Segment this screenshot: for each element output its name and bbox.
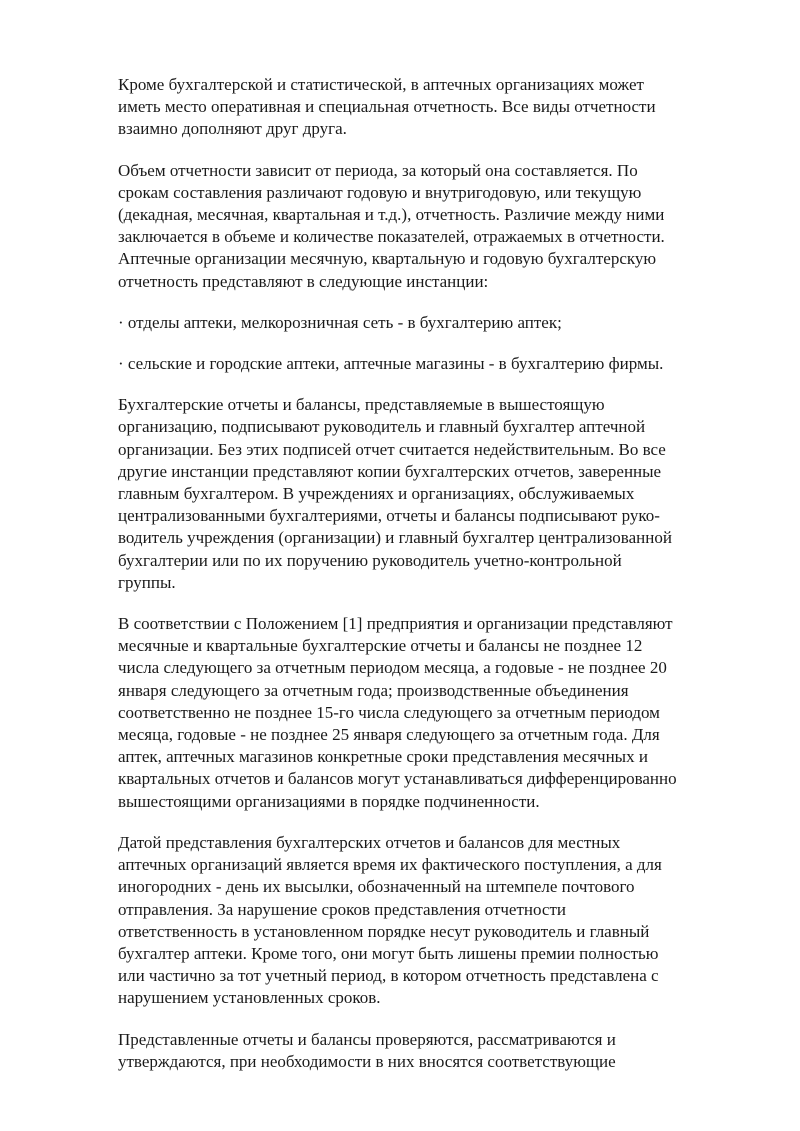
text-line: бухгалтерии или по их поручению руководитель учетно-контрольной xyxy=(118,550,622,570)
text-line: нарушением установленных сроков. xyxy=(118,988,381,1008)
text-line: числа следующего за отчетным периодом месяца, а годовые - не позднее 20 xyxy=(118,658,667,678)
text-line: бухгалтер аптеки. Кроме того, они могут быть лишены премии полностью xyxy=(118,943,659,963)
document-body xyxy=(118,74,758,1092)
text-line: главным бухгалтером. В учреждениях и организациях, обслуживаемых xyxy=(118,484,635,504)
text-line: иногородних - день их высылки, обозначенный на штемпеле почтового xyxy=(118,877,635,897)
text-line: месячные и квартальные бухгалтерские отчеты и балансы не позднее 12 xyxy=(118,636,643,656)
paragraph-6 xyxy=(118,1029,758,1073)
text-line: аптек, аптечных магазинов конкретные сроки представления месячных и xyxy=(118,747,648,767)
text-line: Бухгалтерские отчеты и балансы, представляемые в вышестоящую xyxy=(118,395,605,415)
paragraph-4 xyxy=(118,613,758,813)
text-line: вышестоящими организациями в порядке подчиненности. xyxy=(118,791,540,811)
text-line: ответственность в установленном порядке несут руководитель и главный xyxy=(118,921,650,941)
paragraph-2 xyxy=(118,160,758,293)
paragraph-1 xyxy=(118,74,758,141)
paragraph-5 xyxy=(118,832,758,1010)
text-line: аптечных организаций является время их фактического поступления, а для xyxy=(118,855,662,875)
text-line: · отделы аптеки, мелкорозничная сеть - в бухгалтерию аптек; xyxy=(118,312,562,332)
text-line: В соответствии с Положением [1] предприятия и организации представляют xyxy=(118,614,673,634)
text-line: организацию, подписывают руководитель и главный бухгалтер аптечной xyxy=(118,417,646,437)
bullet-item-1 xyxy=(118,312,758,334)
text-line: взаимно дополняют друг друга. xyxy=(118,119,347,139)
paragraph-3 xyxy=(118,394,758,594)
text-line: Аптечные организации месячную, квартальную и годовую бухгалтерскую xyxy=(118,249,657,269)
text-line: отправления. За нарушение сроков представления отчетности xyxy=(118,899,566,919)
text-line: отчетность представляют в следующие инстанции: xyxy=(118,271,489,291)
text-line: организации. Без этих подписей отчет считается недействительным. Во все xyxy=(118,439,666,459)
text-line: утверждаются, при необходимости в них вносятся соответствующие xyxy=(118,1051,616,1071)
text-line: другие инстанции представляют копии бухгалтерских отчетов, заверенные xyxy=(118,461,662,481)
text-line: (декадная, месячная, квартальная и т.д.), отчетность. Различие между ними xyxy=(118,205,665,225)
bullet-item-2 xyxy=(118,353,758,375)
text-line: или частично за тот учетный период, в котором отчетность представлена с xyxy=(118,966,659,986)
text-line: января следующего за отчетным года; производственные объединения xyxy=(118,680,629,700)
text-line: соответственно не позднее 15-го числа следующего за отчетным периодом xyxy=(118,702,660,722)
text-line: Кроме бухгалтерской и статистической, в аптечных организациях может xyxy=(118,75,644,94)
text-line: квартальных отчетов и балансов могут устанавливаться дифференцированно xyxy=(118,769,677,789)
text-line: Объем отчетности зависит от периода, за который она составляется. По xyxy=(118,160,638,180)
text-line: месяца, годовые - не позднее 25 января следующего за отчетным года. Для xyxy=(118,725,660,745)
text-line: срокам составления различают годовую и внутригодовую, или текущую xyxy=(118,182,642,202)
text-line: · сельские и городские аптеки, аптечные магазины - в бухгалтерию фирмы. xyxy=(118,354,664,374)
text-line: группы. xyxy=(118,572,176,592)
text-line: Представленные отчеты и балансы проверяются, рассматриваются и xyxy=(118,1029,616,1049)
text-line: заключается в объеме и количестве показателей, отражаемых в отчетности. xyxy=(118,227,665,247)
text-line: водитель учреждения (организации) и главный бухгалтер централизованной xyxy=(118,528,672,548)
text-line: централизованными бухгалтериями, отчеты и балансы подписывают руко- xyxy=(118,506,660,526)
text-line: Датой представления бухгалтерских отчетов и балансов для местных xyxy=(118,832,621,852)
text-line: иметь место оперативная и специальная отчетность. Все виды отчетности xyxy=(118,97,656,117)
